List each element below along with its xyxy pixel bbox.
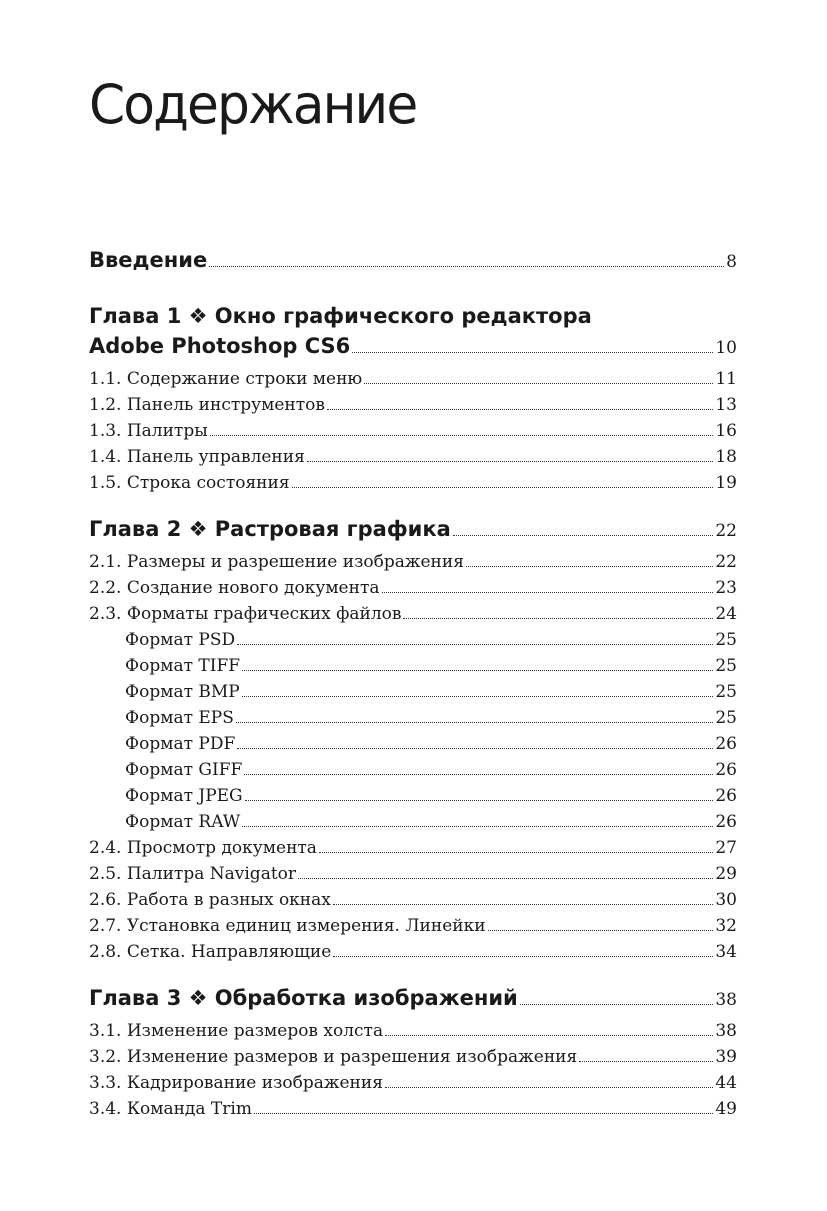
dot-leader <box>403 605 713 619</box>
dot-leader <box>209 253 724 267</box>
toc-subentry[interactable] <box>89 682 737 702</box>
toc-entry-label: Формат EPS <box>125 708 234 728</box>
chapter-3-entry[interactable] <box>89 988 737 1010</box>
toc-entry-page: 25 <box>715 708 737 728</box>
toc-entry-page: 22 <box>715 552 737 572</box>
toc-entry[interactable] <box>89 838 737 858</box>
toc-entry[interactable] <box>89 942 737 962</box>
toc-entry-page: 25 <box>715 682 737 702</box>
toc-entry-label: 1.1. Содержание строки меню <box>89 369 363 389</box>
toc-entry-label: 2.6. Работа в разных окнах <box>89 890 331 910</box>
dot-leader <box>244 761 713 775</box>
toc-entry-label: 2.8. Сетка. Направляющие <box>89 942 332 962</box>
toc-subentry[interactable] <box>89 760 737 780</box>
toc-subentry[interactable] <box>89 708 737 728</box>
dot-leader <box>254 1100 713 1114</box>
toc-subentry[interactable] <box>89 812 737 832</box>
toc-entry-label: 2.7. Установка единиц измерения. Линейки <box>89 916 486 936</box>
toc-entry-page: 26 <box>715 734 737 754</box>
toc-entry-label: 3.4. Команда Trim <box>89 1099 252 1119</box>
toc-entry[interactable] <box>89 369 737 389</box>
toc-entry-page: 8 <box>726 252 737 272</box>
toc-entry-page: 22 <box>715 521 737 541</box>
toc-entry[interactable] <box>89 473 737 493</box>
dot-leader <box>292 474 714 488</box>
toc-entry-page: 19 <box>715 473 737 493</box>
toc-entry-page: 39 <box>715 1047 737 1067</box>
dot-leader <box>237 631 713 645</box>
toc-entry-page: 25 <box>715 630 737 650</box>
toc-entry-page: 23 <box>715 578 737 598</box>
dot-leader <box>242 813 713 827</box>
toc-entry[interactable] <box>89 1047 737 1067</box>
toc-entry[interactable] <box>89 890 737 910</box>
dot-leader <box>488 917 714 931</box>
toc-entry-page: 26 <box>715 786 737 806</box>
toc-entry-page: 10 <box>715 338 737 358</box>
toc-entry[interactable] <box>89 604 737 624</box>
toc-entry-page: 26 <box>715 812 737 832</box>
toc-entry[interactable] <box>89 1099 737 1119</box>
toc-entry-page: 26 <box>715 760 737 780</box>
toc-entry[interactable] <box>89 447 737 467</box>
dot-leader <box>307 448 714 462</box>
toc-entry-label: Формат PSD <box>125 630 236 650</box>
toc-entry-page: 13 <box>715 395 737 415</box>
dot-leader <box>520 991 714 1005</box>
toc-entry-page: 32 <box>715 916 737 936</box>
dot-leader <box>298 865 713 879</box>
toc-entry-page: 11 <box>715 369 737 389</box>
dot-leader <box>237 735 713 749</box>
toc-entry-page: 34 <box>715 942 737 962</box>
toc-entry-page: 16 <box>715 421 737 441</box>
page-title: Содержание <box>89 73 417 136</box>
toc-entry-label: Формат BMP <box>125 682 240 702</box>
toc-entry-label: 2.3. Форматы графических файлов <box>89 604 402 624</box>
toc-entry-label: Введение <box>89 248 208 272</box>
dot-leader <box>242 657 713 671</box>
toc-entry-page: 27 <box>715 838 737 858</box>
toc-entry-label: Формат PDF <box>125 734 236 754</box>
toc-entry[interactable] <box>89 864 737 884</box>
dot-leader <box>333 891 713 905</box>
toc-entry-page: 44 <box>715 1073 737 1093</box>
toc-entry-label: 2.4. Просмотр документа <box>89 838 317 858</box>
toc-entry-page: 29 <box>715 864 737 884</box>
toc-entry-page: 38 <box>715 990 737 1010</box>
dot-leader <box>242 683 714 697</box>
dot-leader <box>364 370 713 384</box>
dot-leader <box>236 709 713 723</box>
toc-entry-label: Формат GIFF <box>125 760 243 780</box>
toc-entry-label: 3.3. Кадрирование изображения <box>89 1073 383 1093</box>
toc-entry-label: 2.1. Размеры и разрешение изображения <box>89 552 464 572</box>
dot-leader <box>245 787 714 801</box>
chapter-1-entry[interactable] <box>89 336 737 358</box>
toc-entry-label: Формат JPEG <box>125 786 243 806</box>
dot-leader <box>210 422 714 436</box>
toc-entry-label: 1.3. Палитры <box>89 421 208 441</box>
toc-entry-page: 49 <box>715 1099 737 1119</box>
toc-entry-label: Формат TIFF <box>125 656 241 676</box>
toc-entry-page: 38 <box>715 1021 737 1041</box>
dot-leader <box>453 522 714 536</box>
toc-entry-label: 2.2. Создание нового документа <box>89 578 380 598</box>
toc-subentry[interactable] <box>89 734 737 754</box>
toc-entry-page: 25 <box>715 656 737 676</box>
toc-entry[interactable] <box>89 578 737 598</box>
chapter-2-entry[interactable] <box>89 519 737 541</box>
toc-entry[interactable] <box>89 1021 737 1041</box>
toc-entry-label: Формат RAW <box>125 812 241 832</box>
toc-entry-label: 3.2. Изменение размеров и разрешения изображения <box>89 1047 578 1067</box>
toc-subentry[interactable] <box>89 786 737 806</box>
dot-leader <box>466 553 713 567</box>
dot-leader <box>385 1074 713 1088</box>
dot-leader <box>327 396 713 410</box>
toc-entry-page: 18 <box>715 447 737 467</box>
toc-entry[interactable] <box>89 552 737 572</box>
dot-leader <box>579 1048 713 1062</box>
dot-leader <box>319 839 713 853</box>
chapter-2-title: Глава 2 ❖ Растровая графика <box>89 517 451 541</box>
toc-entry-label: 3.1. Изменение размеров холста <box>89 1021 384 1041</box>
dot-leader <box>385 1022 713 1036</box>
chapter-1-title-line2: Adobe Photoshop CS6 <box>89 334 351 358</box>
toc-entry[interactable] <box>89 395 737 415</box>
dot-leader <box>333 943 713 957</box>
toc-entry-page: 30 <box>715 890 737 910</box>
chapter-1-title-line1[interactable]: Глава 1 ❖ Окно графического редактора <box>89 304 592 328</box>
toc-entry-intro[interactable] <box>89 250 737 272</box>
toc-subentry[interactable] <box>89 656 737 676</box>
toc-subentry[interactable] <box>89 630 737 650</box>
toc-entry-label: 1.2. Панель инструментов <box>89 395 325 415</box>
chapter-3-title: Глава 3 ❖ Обработка изображений <box>89 986 518 1010</box>
toc-entry-label: 2.5. Палитра Navigator <box>89 864 297 884</box>
toc-entry[interactable] <box>89 916 737 936</box>
dot-leader <box>382 579 714 593</box>
toc-entry[interactable] <box>89 421 737 441</box>
toc-entry[interactable] <box>89 1073 737 1093</box>
dot-leader <box>352 339 713 353</box>
toc-entry-page: 24 <box>715 604 737 624</box>
toc-entry-label: 1.4. Панель управления <box>89 447 305 467</box>
toc-entry-label: 1.5. Строка состояния <box>89 473 290 493</box>
